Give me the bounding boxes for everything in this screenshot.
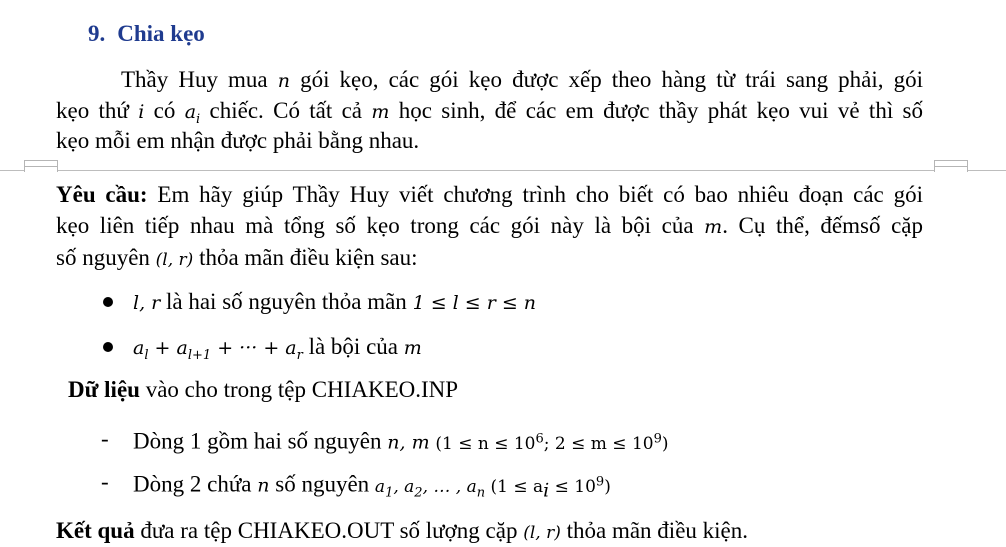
bullet-item-1: l, r là hai số nguyên thỏa mãn 1 ≤ l ≤ r ≤ n [133,289,537,314]
dash-marker-1: - [101,426,109,451]
var-n: n [277,70,290,92]
output-label: Kết quả [56,518,135,543]
requirement-label: Yêu cầu: [56,182,148,207]
section-title-text: Chia kẹo [117,21,205,46]
input-heading: Dữ liệu vào cho trong tệp CHIAKEO.INP [68,377,459,402]
requirement-line-1: Yêu cầu: Em hãy giúp Thầy Huy viết chương trình cho biết có bao nhiêu đoạn các gói [56,182,923,207]
section-number: 9. [88,21,106,46]
sequence-a: $a_1$, $a_2$, … , $a_n$ [374,476,486,501]
intro-line-1: Thầy Huy mua n gói kẹo, các gói kẹo được xếp theo hàng từ trái sang phải, gói [121,67,924,92]
bullet-marker-1 [103,297,113,307]
input-line-2: Dòng 2 chứa n số nguyên $a_1$, $a_2$, … , $a_n$ $(1 \le a_i \le 10^9)$ [133,471,611,502]
output-line: Kết quả đưa ra tệp CHIAKEO.OUT số lượng cặp (l, r) thỏa mãn điều kiện. [56,518,749,543]
var-i: i [138,101,145,123]
intro-line-2: kẹo thứ i có $a_i$ chiếc. Có tất cả m học sinh, để các em được thầy phát kẹo vui vẻ thì số [56,98,923,127]
sum-expression: $a_l + a_{l+1}$ + ··· + $a_r$ [133,337,303,363]
input-constraint-2: $(1 \le a_i \le 10^9)$ [485,474,611,502]
bullet-marker-2 [103,342,113,352]
var-m: m [371,101,390,123]
page-break-marker-left [24,160,58,172]
intro-line-3: kẹo mỗi em nhận được phải bằng nhau. [56,128,420,153]
input-label: Dữ liệu [68,377,140,402]
bullet-item-2: $a_l + a_{l+1}$ + ··· + $a_r$ là bội của m [133,334,422,363]
input-line-1: Dòng 1 gồm hai số nguyên n, m ($1 \le n \le 10^6$; $2 \le m \le 10^9$) [133,428,669,454]
requirement-line-3: số nguyên (l, r) thỏa mãn điều kiện sau: [56,245,418,270]
var-ai: $a_i$ [184,101,201,127]
requirement-line-2: kẹo liên tiếp nhau mà tổng số kẹo trong các gói này là bội của m. Cụ thể, đếmsố cặp [56,213,923,238]
page-break-marker-right [934,160,968,172]
page-break-line [0,170,1006,171]
section-title [88,20,205,48]
dash-marker-2: - [101,469,109,494]
condition-lr: 1 ≤ l ≤ r ≤ n [412,292,537,314]
pair-lr: (l, r) [155,250,194,270]
input-constraint-1: ($1 \le n \le 10^6$; $2 \le m \le 10^9$) [435,431,669,454]
